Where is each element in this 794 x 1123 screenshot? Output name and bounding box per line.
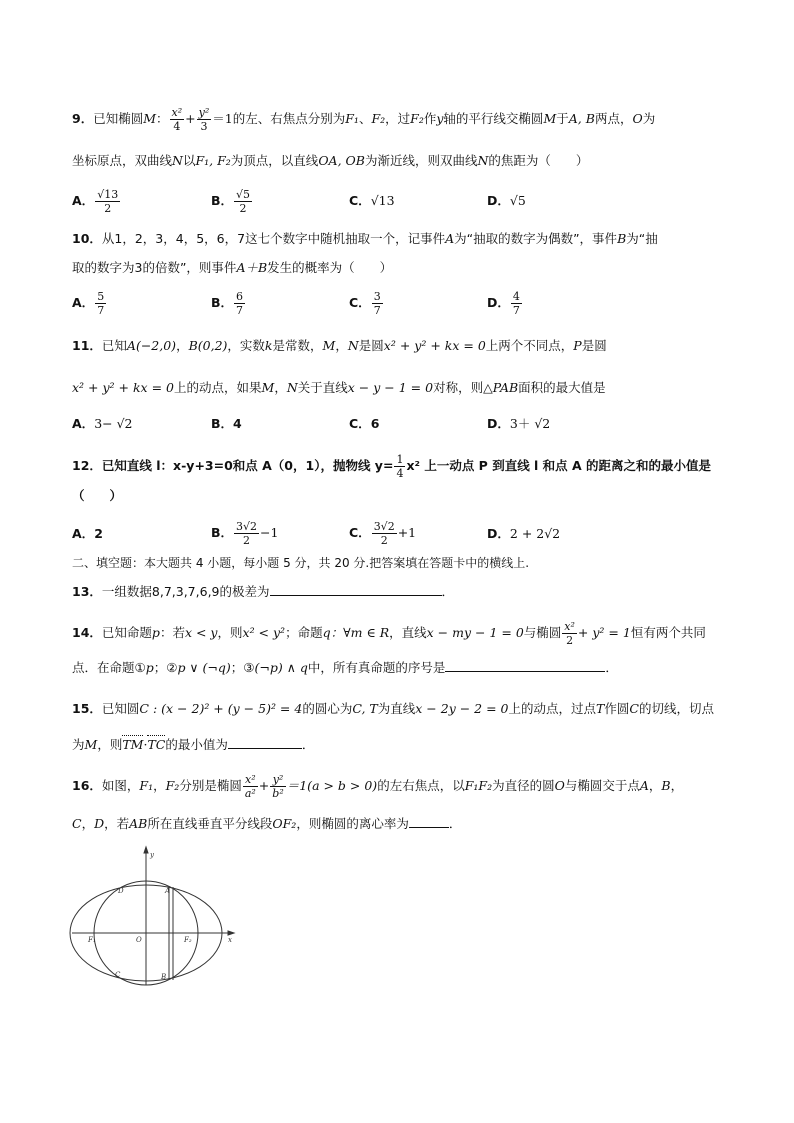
label-o: O bbox=[136, 936, 142, 944]
option-value: 2 + 2√2 bbox=[509, 526, 561, 541]
q12-option-c bbox=[349, 520, 416, 547]
math: C : (x − 2)² + (y − 5)² = 4 bbox=[139, 701, 303, 716]
fraction bbox=[511, 290, 522, 317]
option-value: 3＋ √2 bbox=[509, 416, 551, 431]
q11-option-a bbox=[72, 415, 133, 433]
math: AB bbox=[129, 816, 148, 831]
option-label: C． bbox=[349, 525, 371, 540]
math: O bbox=[632, 111, 643, 126]
math: A, B bbox=[568, 111, 595, 126]
fraction bbox=[562, 620, 577, 647]
math: p bbox=[151, 625, 160, 640]
label-d: D bbox=[118, 887, 124, 895]
math: (¬p) ∧ q bbox=[254, 660, 308, 675]
math: x − 2y − 2 = 0 bbox=[415, 701, 509, 716]
q13-number: 13． bbox=[72, 584, 102, 599]
text: 发生的概率为（ ） bbox=[267, 260, 393, 275]
text: 已知 bbox=[101, 338, 127, 353]
option-label: B． bbox=[211, 193, 234, 208]
q12-option-b bbox=[211, 520, 278, 547]
num: x² bbox=[564, 620, 575, 633]
fraction bbox=[270, 773, 285, 800]
q10-option-b bbox=[211, 290, 246, 317]
num: x² bbox=[171, 106, 183, 119]
math: M bbox=[84, 737, 98, 752]
math: OA, OB bbox=[318, 153, 365, 168]
option-value: 3− √2 bbox=[94, 416, 133, 431]
text: 恒有两个共同 bbox=[630, 625, 706, 640]
q11-option-d bbox=[487, 415, 550, 433]
text: 中，所有真命题的序号是 bbox=[307, 660, 446, 675]
num: y² bbox=[198, 106, 210, 119]
math: x² + y² + kx = 0 bbox=[72, 380, 174, 395]
option-label: B． bbox=[211, 295, 234, 310]
option-label: D． bbox=[487, 295, 510, 310]
fraction bbox=[234, 520, 259, 547]
q15-line1 bbox=[72, 700, 714, 718]
num: 3√2 bbox=[236, 520, 258, 533]
math: N bbox=[347, 338, 359, 353]
q11-line2 bbox=[72, 379, 606, 397]
text: 上的动点，如果 bbox=[173, 380, 262, 395]
math: ＝1(a > b > 0) bbox=[286, 778, 378, 793]
text: ， bbox=[153, 778, 166, 793]
text: 的左、右焦点分别为 bbox=[232, 111, 346, 126]
math: M bbox=[322, 338, 336, 353]
option-label: C． bbox=[349, 295, 371, 310]
text: ，实数 bbox=[227, 338, 265, 353]
text: 作 bbox=[423, 111, 437, 126]
num: √13 bbox=[97, 188, 119, 201]
option-label: D． bbox=[487, 416, 510, 431]
text: 为 bbox=[642, 111, 656, 126]
vector-tc: TC bbox=[147, 737, 166, 752]
math: B bbox=[617, 231, 627, 246]
math: A bbox=[639, 778, 649, 793]
text: ，直线 bbox=[389, 625, 427, 640]
math: P bbox=[573, 338, 582, 353]
num: 3√2 bbox=[373, 520, 395, 533]
text: 与椭圆 bbox=[523, 625, 562, 640]
text: 与椭圆交于点 bbox=[564, 778, 640, 793]
fraction bbox=[394, 453, 405, 480]
text: 是圆 bbox=[581, 338, 607, 353]
q9-number: 9． bbox=[72, 111, 94, 126]
label-c: C bbox=[115, 971, 121, 979]
q10-option-c bbox=[349, 290, 384, 317]
math: ＝1 bbox=[212, 111, 233, 126]
text: ，则椭圆的离心率为 bbox=[296, 816, 409, 831]
num: 1 bbox=[396, 453, 404, 466]
q14-number: 14． bbox=[72, 625, 102, 640]
math: N bbox=[286, 380, 298, 395]
text: 一组数据8,7,3,7,6,9的极差为 bbox=[101, 584, 270, 599]
text: 的最小值为 bbox=[165, 737, 228, 752]
y-axis-arrow bbox=[144, 847, 148, 853]
text: 上两个不同点， bbox=[485, 338, 574, 353]
math: k bbox=[264, 338, 273, 353]
den: 2 bbox=[566, 634, 574, 647]
q14-line1 bbox=[72, 620, 706, 647]
den: 4 bbox=[396, 467, 404, 480]
fraction bbox=[95, 188, 120, 215]
q9-line1 bbox=[72, 106, 655, 133]
math: B bbox=[661, 778, 671, 793]
math: A(−2,0) bbox=[126, 338, 177, 353]
den: 2 bbox=[380, 534, 388, 547]
num: √5 bbox=[236, 188, 251, 201]
text: ，则 bbox=[217, 625, 243, 640]
num: 4 bbox=[512, 290, 520, 303]
vector-tm: TM bbox=[122, 737, 144, 752]
label-y: y bbox=[150, 851, 154, 859]
text: ， bbox=[81, 816, 95, 831]
math: C, T bbox=[352, 701, 378, 716]
text: ： bbox=[156, 111, 169, 126]
math: + bbox=[185, 111, 196, 126]
option-label: A． bbox=[72, 526, 95, 541]
answer-blank bbox=[270, 583, 442, 596]
q11-option-c bbox=[349, 415, 379, 433]
den: 2 bbox=[239, 202, 247, 215]
q10-line1 bbox=[72, 230, 658, 248]
text: 于 bbox=[556, 111, 569, 126]
den: 4 bbox=[173, 120, 181, 133]
x-axis-arrow bbox=[228, 931, 234, 935]
math: N bbox=[477, 153, 489, 168]
q9-line2 bbox=[72, 152, 588, 170]
text: 以 bbox=[182, 153, 196, 168]
math: x − y − 1 = 0 bbox=[347, 380, 434, 395]
option-value: −1 bbox=[260, 525, 279, 540]
q15-line2 bbox=[72, 736, 314, 754]
math: M bbox=[543, 111, 557, 126]
fraction bbox=[234, 290, 245, 317]
math: · bbox=[143, 737, 148, 752]
q10-line2 bbox=[72, 259, 392, 277]
math: B(0,2) bbox=[188, 338, 228, 353]
text: 面积的最大值是 bbox=[518, 380, 606, 395]
text: ；③ bbox=[230, 660, 255, 675]
math: C bbox=[629, 701, 639, 716]
den: 2 bbox=[243, 534, 251, 547]
den: 7 bbox=[373, 304, 381, 317]
math: F₁ bbox=[139, 778, 154, 793]
option-value: +1 bbox=[397, 525, 417, 540]
text: 已知椭圆 bbox=[93, 111, 144, 126]
text: 、 bbox=[358, 111, 372, 126]
q10-option-a bbox=[72, 290, 107, 317]
text: 所在直线垂直平分线段 bbox=[147, 816, 273, 831]
fraction bbox=[95, 290, 106, 317]
math: F₁F₂ bbox=[464, 778, 493, 793]
text: 分别是椭圆 bbox=[179, 778, 242, 793]
text: 关于直线 bbox=[297, 380, 348, 395]
text: 二、填空题：本大题共 4 小题，每小题 5 分，共 20 分.把答案填在答题卡中的横线上. bbox=[72, 556, 530, 570]
text: 的焦距为（ ） bbox=[488, 153, 589, 168]
option-label: B． bbox=[211, 525, 234, 540]
fraction bbox=[197, 106, 212, 133]
math: A＋B bbox=[236, 260, 268, 275]
option-label: D． bbox=[487, 193, 510, 208]
text: 是常数， bbox=[272, 338, 323, 353]
text: 的左右焦点，以 bbox=[377, 778, 465, 793]
text: 坐标原点，双曲线 bbox=[72, 153, 173, 168]
text: 已知直线 l：x-y+3=0和点 A（0，1），抛物线 y= bbox=[101, 458, 394, 473]
math: p bbox=[145, 660, 154, 675]
fraction bbox=[234, 188, 252, 215]
fraction bbox=[372, 520, 397, 547]
math: D bbox=[94, 816, 105, 831]
text: 上的动点，过点 bbox=[508, 701, 597, 716]
text: 的切线，切点 bbox=[638, 701, 714, 716]
text: 取的数字为3的倍数”，则事件 bbox=[72, 260, 237, 275]
math: M bbox=[261, 380, 275, 395]
section-heading bbox=[72, 554, 529, 572]
q9-option-b bbox=[211, 188, 253, 215]
label-f1: F₁ bbox=[88, 936, 96, 944]
text: ；命题 bbox=[285, 625, 323, 640]
text: ． bbox=[441, 584, 455, 599]
text: ，过 bbox=[385, 111, 411, 126]
fraction bbox=[243, 773, 258, 800]
den: a² bbox=[244, 787, 256, 800]
option-value: 2 bbox=[94, 526, 103, 541]
ellipse-circle-figure bbox=[68, 845, 238, 990]
math: OF₂ bbox=[272, 816, 297, 831]
option-label: A． bbox=[72, 416, 95, 431]
fraction bbox=[170, 106, 185, 133]
math: q bbox=[322, 625, 331, 640]
answer-blank bbox=[445, 659, 605, 672]
q10-option-d bbox=[487, 290, 523, 317]
q13-line bbox=[72, 583, 454, 601]
label-b: B bbox=[161, 973, 167, 981]
text: 已知圆 bbox=[101, 701, 140, 716]
math: N bbox=[172, 153, 183, 168]
math: T bbox=[596, 701, 605, 716]
text: ，则 bbox=[97, 737, 123, 752]
num: 3 bbox=[373, 290, 381, 303]
text: 是圆 bbox=[358, 338, 384, 353]
math: O bbox=[554, 778, 565, 793]
text: ． bbox=[605, 660, 618, 675]
text: 轴的平行线交椭圆 bbox=[443, 111, 544, 126]
text: 点．在命题① bbox=[72, 660, 146, 675]
math: A bbox=[445, 231, 455, 246]
option-label: C． bbox=[349, 416, 371, 431]
text: ， bbox=[274, 380, 287, 395]
text: ． bbox=[448, 816, 462, 831]
q11-option-b bbox=[211, 415, 242, 433]
q12-line2 bbox=[72, 487, 122, 505]
q11-number: 11． bbox=[72, 338, 102, 353]
q9-option-d bbox=[487, 192, 526, 210]
q12-number: 12． bbox=[72, 458, 102, 473]
math: F₂ bbox=[165, 778, 180, 793]
text: 的圆心为 bbox=[302, 701, 353, 716]
text: x² 上一动点 P 到直线 l 和点 A 的距离之和的最小值是 bbox=[406, 458, 712, 473]
text: 为“抽取的数字为偶数”，事件 bbox=[454, 231, 618, 246]
den: 7 bbox=[512, 304, 520, 317]
q16-line1: 16．如图，F₁，F₂分别是椭圆 $\frac{\text{x²}}{\text{a²}}$ + $\frac{\text{y²}}{\text{b²}}$ ＝1(a > b > 0)的左右焦点，以F₁F₂为直径的圆O与椭圆交于点A，B， bbox=[72, 773, 684, 800]
text: ；② bbox=[153, 660, 178, 675]
q11-line1 bbox=[72, 337, 607, 355]
math: F₁, F₂ bbox=[195, 153, 231, 168]
den: 7 bbox=[97, 304, 105, 317]
text: 对称，则 bbox=[433, 380, 484, 395]
math: F₂ bbox=[410, 111, 424, 126]
q16-number: 16． bbox=[72, 778, 102, 793]
option-label: C． bbox=[349, 193, 371, 208]
option-value: 6 bbox=[370, 416, 380, 431]
num: 6 bbox=[236, 290, 244, 303]
option-label: A． bbox=[72, 295, 95, 310]
math: x − my − 1 = 0 bbox=[426, 625, 524, 640]
option-label: D． bbox=[487, 526, 510, 541]
option-value: √5 bbox=[509, 193, 526, 208]
q15-number: 15． bbox=[72, 701, 102, 716]
math: C bbox=[72, 816, 82, 831]
math: x² + y² + kx = 0 bbox=[383, 338, 486, 353]
label-x: x bbox=[228, 936, 232, 944]
answer-blank bbox=[228, 736, 302, 749]
fraction bbox=[372, 290, 383, 317]
math: △PAB bbox=[483, 380, 519, 395]
den: 3 bbox=[200, 120, 208, 133]
den: b² bbox=[272, 787, 284, 800]
math: ：∀m ∈ R bbox=[330, 625, 390, 640]
text: 两点， bbox=[594, 111, 633, 126]
q12-option-a bbox=[72, 525, 103, 543]
num: x² bbox=[243, 773, 258, 787]
text: 为渐近线，则双曲线 bbox=[364, 153, 478, 168]
text: 为直线 bbox=[377, 701, 416, 716]
text: 如图， bbox=[101, 778, 140, 793]
num: y² bbox=[270, 773, 285, 787]
den: 7 bbox=[236, 304, 244, 317]
num: 5 bbox=[97, 290, 105, 303]
math: F₂ bbox=[371, 111, 386, 126]
den: 2 bbox=[104, 202, 112, 215]
q9-option-a bbox=[72, 188, 121, 215]
text: ， bbox=[176, 338, 189, 353]
math: x < y bbox=[184, 625, 218, 640]
text: 为 bbox=[72, 737, 85, 752]
q16-line2 bbox=[72, 815, 461, 833]
option-label: B． bbox=[211, 416, 234, 431]
text: （ ） bbox=[72, 488, 123, 503]
math: p ∨ (¬q) bbox=[177, 660, 231, 675]
text: ， bbox=[670, 778, 684, 793]
math: F₁ bbox=[345, 111, 359, 126]
text: 从1，2，3，4，5，6，7这七个数字中随机抽取一个，记事件 bbox=[101, 231, 446, 246]
text: 为“抽 bbox=[626, 231, 658, 246]
answer-blank bbox=[409, 815, 449, 828]
text: ． bbox=[301, 737, 315, 752]
text: ：若 bbox=[159, 625, 185, 640]
text: 已知命题 bbox=[101, 625, 152, 640]
option-value: 4 bbox=[233, 416, 242, 431]
math: M bbox=[143, 111, 157, 126]
q12-option-d bbox=[487, 525, 560, 543]
label-f2: F₂ bbox=[184, 936, 192, 944]
text: ，若 bbox=[104, 816, 130, 831]
text: ， bbox=[335, 338, 348, 353]
math: + y² = 1 bbox=[577, 625, 631, 640]
text: 作圆 bbox=[604, 701, 630, 716]
text: 为顶点，以直线 bbox=[230, 153, 319, 168]
text: 为直径的圆 bbox=[492, 778, 555, 793]
q14-line2 bbox=[72, 659, 618, 677]
option-value: √13 bbox=[370, 193, 395, 208]
q10-number: 10． bbox=[72, 231, 102, 246]
q9-option-c bbox=[349, 192, 395, 210]
math: y bbox=[436, 111, 444, 126]
option-label: A． bbox=[72, 193, 95, 208]
math: x² < y² bbox=[242, 625, 286, 640]
label-a: A bbox=[165, 887, 171, 895]
q12-line1 bbox=[72, 453, 711, 480]
text: ， bbox=[648, 778, 662, 793]
